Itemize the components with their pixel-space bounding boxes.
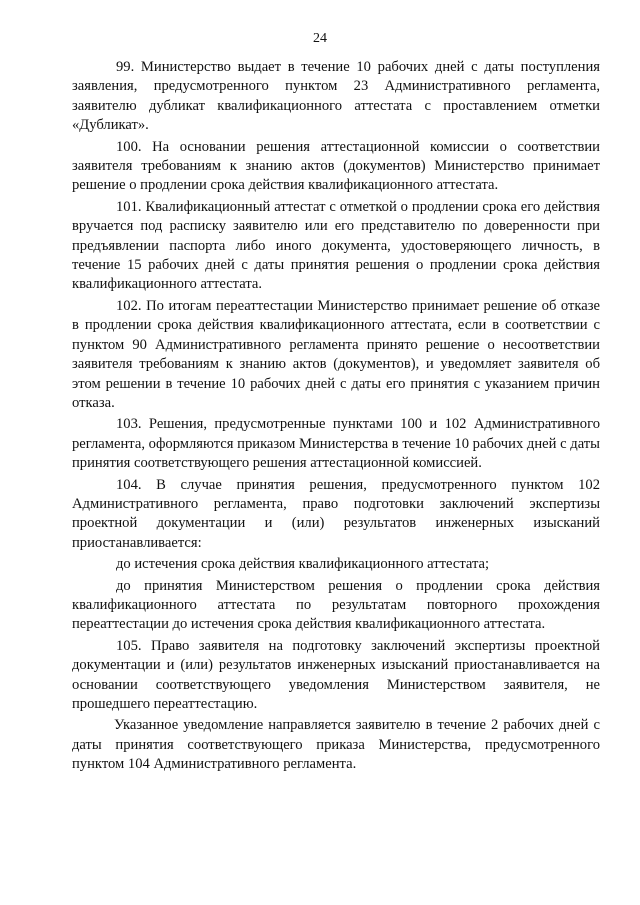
- paragraph-102: 102. По итогам переаттестации Министерство принимает решение об отказе в продлении срока действия квалификационного аттестата, если в соответствии с пунктом 90 Административного регламента принято решение о несоответствии заявителя требованиям к знанию актов (документов), и уведомляет заявителя об этом решении в течение 10 рабочих дней с даты его принятия с указанием причин отказа.: [72, 297, 600, 411]
- page-number: 24: [313, 31, 327, 46]
- paragraph-101: 101. Квалификационный аттестат с отметкой о продлении срока его действия вручается под расписку заявителю или его представителю по доверенности при предъявлении паспорта либо иного документа, удостоверяющего личность, в течение 15 рабочих дней с даты принятия решения о продлении срока действия квалификационного аттестата.: [72, 198, 600, 293]
- paragraph-104-item-1: до истечения срока действия квалификационного аттестата;: [116, 556, 490, 573]
- paragraph-notice: Указанное уведомление направляется заявителю в течение 2 рабочих дней с даты принятия соответствующего приказа Министерства, предусмотренного пунктом 104 Административного регламента.: [72, 717, 600, 773]
- paragraph-100: 100. На основании решения аттестационной комиссии о соответствии заявителя требованиям к знанию актов (документов) Министерство принимает решение о продлении срока действия квалификационного аттестата.: [72, 138, 600, 194]
- paragraph-104-item-2: до принятия Министерством решения о продлении срока действия квалификационного аттестата по результатам повторного прохождения переаттестации до истечения срока действия квалификационного аттестата.: [72, 577, 600, 633]
- paragraph-105: 105. Право заявителя на подготовку заключений экспертизы проектной документации и (или) результатов инженерных изысканий приостанавливается на основании соответствующего уведомления Министерством заявителя, не прошедшего переаттестацию.: [72, 637, 600, 712]
- paragraph-99: 99. Министерство выдает в течение 10 рабочих дней с даты поступления заявления, предусмотренного пунктом 23 Административного регламента, заявителю дубликат квалификационного аттестата с проставлением отметки «Дубликат».: [72, 59, 600, 134]
- document-body: [72, 58, 600, 777]
- paragraph-103: 103. Решения, предусмотренные пунктами 100 и 102 Административного регламента, оформляются приказом Министерства в течение 10 рабочих дней с даты принятия соответствующего решения аттестационной комиссией.: [72, 416, 600, 472]
- paragraph-104: 104. В случае принятия решения, предусмотренного пунктом 102 Административного регламента, право подготовки заключений экспертизы проектной документации и (или) результатов инженерных изысканий приостанавливается:: [72, 476, 600, 551]
